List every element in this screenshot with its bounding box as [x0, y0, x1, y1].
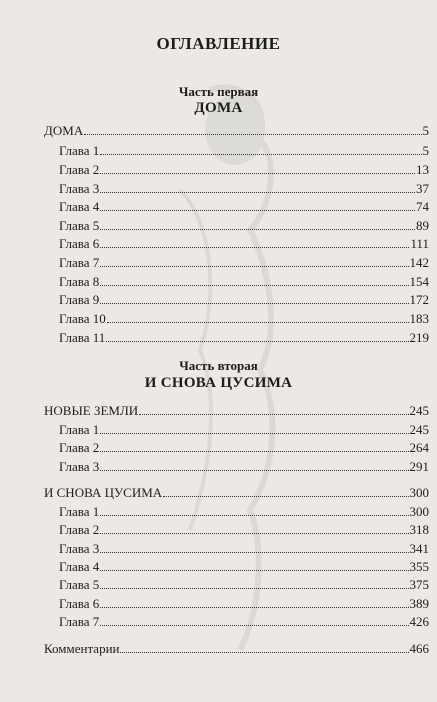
toc-label: Глава 6 [59, 596, 100, 611]
dot-leader [100, 560, 408, 571]
toc-label: Глава 10 [59, 311, 106, 326]
part-1-subtitle: Часть первая [178, 84, 259, 99]
toc-label: Глава 2 [59, 162, 100, 177]
toc-section-doma[interactable] [44, 123, 429, 141]
dot-leader [107, 312, 409, 323]
toc-label: Глава 1 [59, 504, 100, 519]
dot-leader [100, 578, 408, 589]
toc-page-number: 300 [409, 504, 429, 519]
toc-label: Глава 1 [59, 422, 100, 437]
toc-page-number: 300 [409, 485, 429, 500]
part-2-name: И СНОВА ЦУСИМА [144, 375, 293, 391]
dot-leader [100, 460, 408, 471]
toc-page-number: 37 [416, 181, 429, 196]
dot-leader [100, 219, 415, 230]
toc-chapter[interactable] [59, 614, 429, 632]
toc-comments[interactable] [44, 641, 429, 659]
toc-chapter[interactable] [59, 330, 429, 348]
toc-label: Глава 8 [59, 274, 100, 289]
dot-leader [163, 486, 408, 497]
toc-page-number: 111 [410, 236, 429, 251]
part-2-subtitle: Часть вторая [179, 358, 258, 373]
dot-leader [100, 237, 409, 248]
toc-page-number: 245 [409, 403, 429, 418]
toc-page-number: 183 [409, 311, 429, 326]
dot-leader [120, 642, 408, 653]
dot-leader [100, 597, 408, 608]
toc-chapter[interactable] [59, 236, 429, 254]
toc-label: Глава 3 [59, 181, 100, 196]
toc-page-number: 341 [409, 541, 429, 556]
toc-section-novye-zemli[interactable] [44, 403, 429, 421]
toc-chapter[interactable] [59, 459, 429, 477]
toc-label: НОВЫЕ ЗЕМЛИ [44, 403, 139, 418]
toc-label: Глава 11 [59, 330, 106, 345]
toc-page-number: 389 [409, 596, 429, 611]
toc-label: Глава 2 [59, 440, 100, 455]
toc-label: Глава 7 [59, 614, 100, 629]
toc-chapter[interactable] [59, 199, 429, 217]
toc-label: ДОМА [44, 123, 84, 138]
toc-chapter[interactable] [59, 218, 429, 236]
dot-leader [100, 293, 408, 304]
toc-chapter[interactable] [59, 522, 429, 540]
toc-page-number: 466 [409, 641, 429, 656]
toc-page-number: 264 [409, 440, 429, 455]
dot-leader [100, 256, 408, 267]
toc-section-i-snova-tsusima[interactable] [44, 485, 429, 503]
dot-leader [100, 423, 408, 434]
toc-chapter[interactable] [59, 440, 429, 458]
toc-page-number: 13 [416, 162, 429, 177]
dot-leader [139, 404, 408, 415]
dot-leader [100, 523, 408, 534]
toc-label: Глава 4 [59, 559, 100, 574]
dot-leader [100, 542, 408, 553]
toc-page-number: 74 [416, 199, 429, 214]
toc-label: Комментарии [44, 641, 120, 656]
dot-leader [100, 163, 415, 174]
toc-label: Глава 7 [59, 255, 100, 270]
toc-chapter[interactable] [59, 311, 429, 329]
toc-label: Глава 3 [59, 459, 100, 474]
toc-chapter[interactable] [59, 143, 429, 161]
toc-chapter[interactable] [59, 422, 429, 440]
toc-label: Глава 2 [59, 522, 100, 537]
toc-title: ОГЛАВЛЕНИЕ [156, 34, 281, 53]
dot-leader [100, 441, 408, 452]
dot-leader [100, 144, 421, 155]
dot-leader [100, 200, 415, 211]
toc-page-number: 219 [409, 330, 429, 345]
toc-label: Глава 5 [59, 218, 100, 233]
toc-page-number: 426 [409, 614, 429, 629]
toc-label: Глава 4 [59, 199, 100, 214]
toc-chapter[interactable] [59, 162, 429, 180]
toc-page-number: 5 [422, 143, 429, 158]
toc-page-number: 318 [409, 522, 429, 537]
toc-chapter[interactable] [59, 255, 429, 273]
dot-leader [100, 182, 415, 193]
toc-page-number: 245 [409, 422, 429, 437]
toc-chapter[interactable] [59, 181, 429, 199]
toc-chapter[interactable] [59, 292, 429, 310]
toc-label: Глава 9 [59, 292, 100, 307]
toc-label: Глава 1 [59, 143, 100, 158]
toc-chapter[interactable] [59, 577, 429, 595]
part-1-name: ДОМА [194, 100, 243, 116]
toc-page-number: 142 [409, 255, 429, 270]
toc-chapter[interactable] [59, 504, 429, 522]
toc-label: И СНОВА ЦУСИМА [44, 485, 163, 500]
toc-label: Глава 5 [59, 577, 100, 592]
toc-chapter[interactable] [59, 559, 429, 577]
toc-page-number: 172 [409, 292, 429, 307]
toc-page-number: 355 [409, 559, 429, 574]
toc-chapter[interactable] [59, 596, 429, 614]
toc-chapter[interactable] [59, 541, 429, 559]
dot-leader [100, 615, 408, 626]
toc-page-number: 291 [409, 459, 429, 474]
toc-label: Глава 6 [59, 236, 100, 251]
toc-page-number: 154 [409, 274, 429, 289]
toc-page-number: 5 [422, 123, 429, 138]
toc-label: Глава 3 [59, 541, 100, 556]
dot-leader [100, 275, 408, 286]
toc-page-number: 375 [409, 577, 429, 592]
toc-page-number: 89 [416, 218, 429, 233]
dot-leader [100, 505, 408, 516]
dot-leader [106, 331, 408, 342]
dot-leader [84, 124, 421, 135]
toc-chapter[interactable] [59, 274, 429, 292]
